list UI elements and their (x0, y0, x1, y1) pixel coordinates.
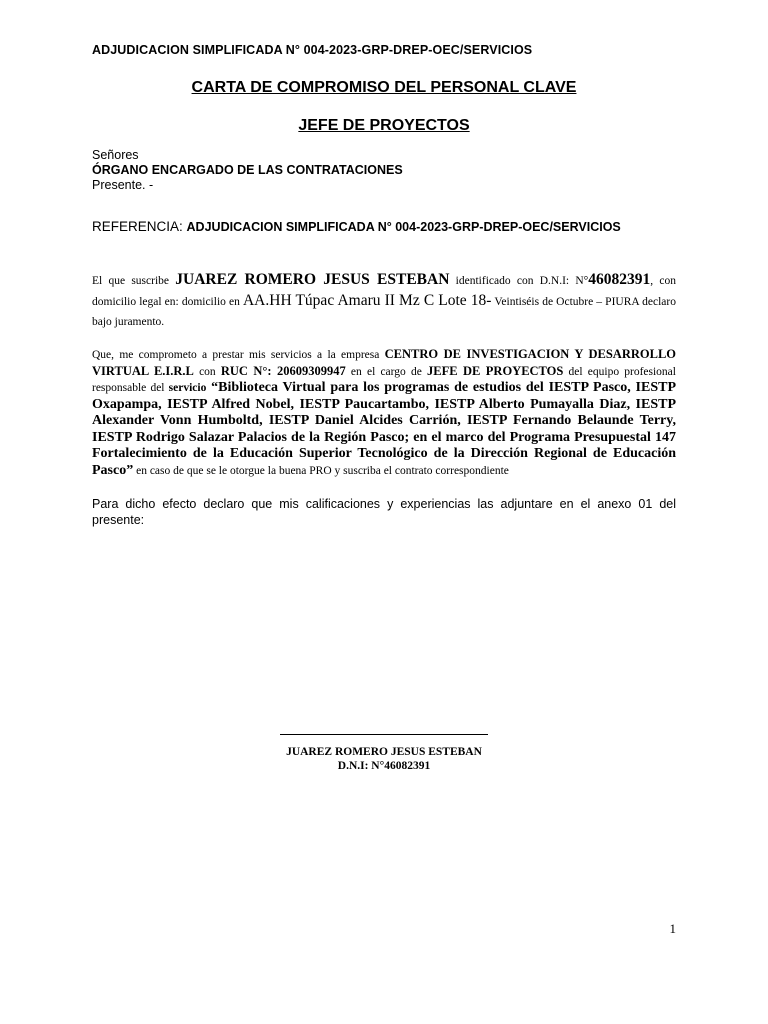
declaration-paragraph (92, 270, 676, 332)
commitment-role: JEFE DE PROYECTOS (427, 363, 564, 378)
reference-value: ADJUDICACION SIMPLIFICADA N° 004-2023-GRP-DREP-OEC/SERVICIOS (186, 220, 621, 234)
declaration-address-tail: Veintiséis de Octubre – PIURA declaro bajo juramento. (92, 296, 676, 328)
role-title: JEFE DE PROYECTOS (298, 117, 470, 134)
declarant-name: JUAREZ ROMERO JESUS ESTEBAN (175, 271, 450, 288)
addressee-organization: ÓRGANO ENCARGADO DE LAS CONTRATACIONES (92, 163, 403, 177)
page-number: 1 (669, 921, 676, 936)
signature-line (280, 727, 488, 735)
commitment-text-4: del equipo profesional responsable del (92, 365, 676, 394)
declaration-intro: El que suscribe (92, 275, 176, 287)
declaration-id-text: identificado con D.N.I: N° (449, 275, 589, 287)
commitment-text-2: con (193, 365, 221, 378)
company-name: CENTRO DE INVESTIGACION Y DESARROLLO VIRTUAL E.I.R.L (92, 347, 677, 378)
commitment-text-1: Que, me comprometo a prestar mis servicios a la empresa (92, 349, 385, 361)
declarant-address: AA.HH Túpac Amaru II Mz C Lote 18- (242, 292, 492, 309)
commitment-text-3: en el cargo de (345, 365, 427, 378)
header-reference: ADJUDICACION SIMPLIFICADA N° 004-2023-GRP-DREP-OEC/SERVICIOS (92, 43, 533, 57)
commitment-text-5: en caso de que se le otorgue la buena PRO y suscriba el contrato correspondiente (133, 464, 509, 477)
signature-name: JUAREZ ROMERO JESUS ESTEBAN (286, 746, 482, 758)
closing-paragraph: Para dicho efecto declaro que mis calificaciones y experiencias las adjuntare en el anexo 01 del presente: (92, 497, 676, 527)
reference-label: REFERENCIA: (92, 219, 183, 234)
signature-dni: D.N.I: N°46082391 (337, 760, 431, 772)
presente-text: Presente. - (92, 178, 154, 192)
addressee-block (92, 148, 403, 193)
company-ruc: RUC N°: 20609309947 (220, 363, 346, 378)
commitment-paragraph (92, 347, 676, 479)
signature-block (0, 727, 768, 773)
service-description: “Biblioteca Virtual para los programas de estudios del IESTP Pasco, IESTP Oxapampa, IESTP Alfred Nobel, IESTP Paucartambo, IESTP Alberto Pumayalla Diaz, IESTP Alexander Vonn Humboltd, IESTP Daniel Alcides Carrión, IESTP Fernando Belaunde Terry, IESTP Rodrigo Salazar Palacios de la Región Pasco; en el marco del Programa Presupuestal 147 Fortalecimiento de la Educación Superior Tecnológico de la Dirección Regional de Educación Pasco” (92, 380, 676, 478)
service-label: servicio (168, 382, 207, 394)
reference-line (92, 219, 621, 234)
page-title: CARTA DE COMPROMISO DEL PERSONAL CLAVE (191, 79, 577, 96)
salutation: Señores (92, 148, 139, 162)
declarant-dni: 46082391 (588, 271, 651, 288)
declaration-domicile-text: , con domicilio legal en: domicilio en (92, 275, 677, 308)
